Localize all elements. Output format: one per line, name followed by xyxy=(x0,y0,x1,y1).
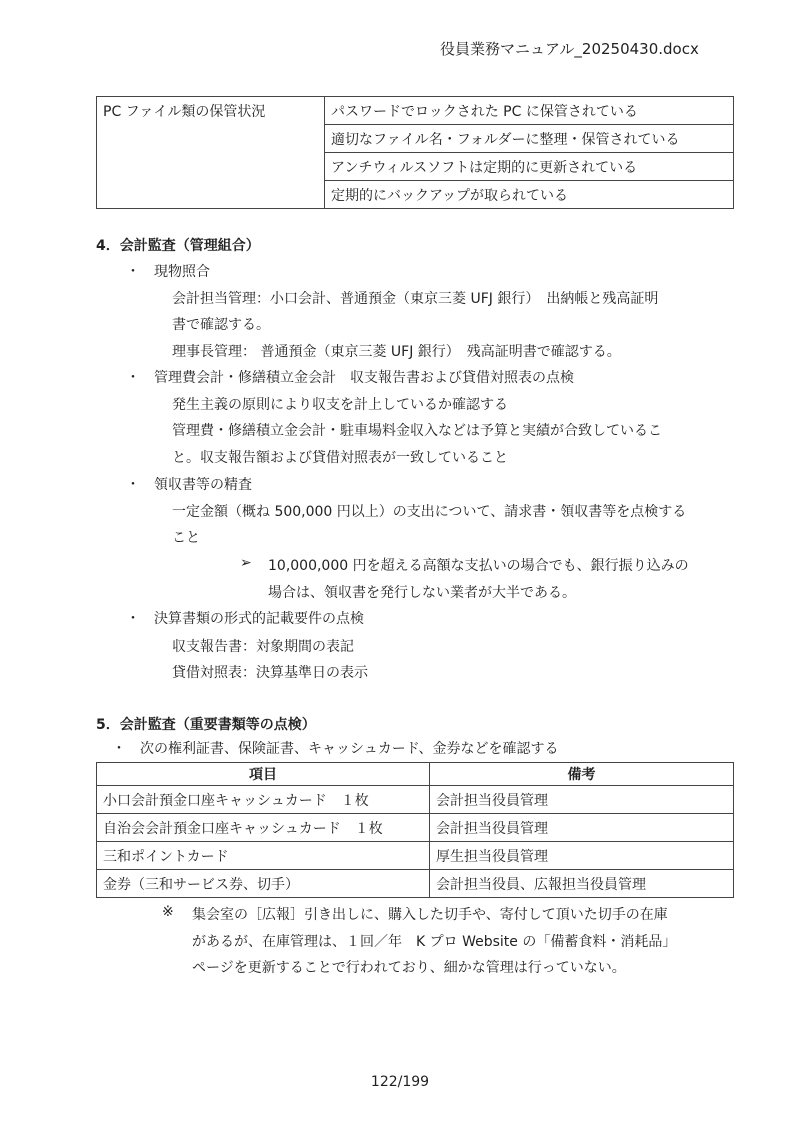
text-line: 発生主義の原則により収支を計上しているか確認する xyxy=(172,397,508,413)
table-cell: 厚生担当役員管理 xyxy=(430,842,734,870)
note-line: 集会室の［広報］引き出しに、購入した切手や、寄付して頂いた切手の在庫 xyxy=(192,907,668,923)
section5-bullet: ・ 次の権利証書、保険証書、キャッシュカード、金券などを確認する xyxy=(112,741,559,757)
section4-bullet-management-accounting: ・ 管理費会計・修繕積立金会計 収支報告書および貸借対照表の点検 xyxy=(126,370,574,386)
table-cell: 三和ポイントカード xyxy=(97,842,430,870)
text-line: 理事長管理： 普通預金（東京三菱 UFJ 銀行） 残高証明書で確認する。 xyxy=(172,344,621,360)
table-cell: 小口会計預金口座キャッシュカード １枚 xyxy=(97,786,430,814)
table-header-row xyxy=(97,763,734,786)
pc-file-storage-table xyxy=(96,96,734,209)
text-line: と。収支報告額および貸借対照表が一致していること xyxy=(172,450,508,466)
text-line: 会計担当管理：小口会計、普通預金（東京三菱 UFJ 銀行） 出納帳と残高証明 xyxy=(172,291,659,307)
section4-bullet-physical-check: ・ 現物照合 xyxy=(126,264,210,280)
note-mark-icon: ※ xyxy=(162,904,174,920)
column-header-remarks: 備考 xyxy=(430,763,734,786)
column-header-item: 項目 xyxy=(97,763,430,786)
text-line: こと xyxy=(172,530,200,546)
table-row xyxy=(97,786,734,814)
pc-table-item: パスワードでロックされた PC に保管されている xyxy=(325,97,734,125)
table-cell: 金券（三和サービス券、切手） xyxy=(97,870,430,898)
table-cell: 会計担当役員管理 xyxy=(430,814,734,842)
section4-bullet-receipts: ・ 領収書等の精査 xyxy=(126,477,252,493)
text-line: 一定金額（概ね 500,000 円以上）の支出について、請求書・領収書等を点検する xyxy=(172,504,687,520)
table-cell: 会計担当役員管理 xyxy=(430,786,734,814)
text-line: 場合は、領収書を発行しない業者が大半である。 xyxy=(268,585,576,601)
text-line: 10,000,000 円を超える高額な支払いの場合でも、銀行振り込みの xyxy=(268,558,689,574)
section4-bullet-statements: ・ 決算書類の形式的記載要件の点検 xyxy=(126,611,364,627)
table-row xyxy=(97,97,734,125)
table-row xyxy=(97,842,734,870)
arrow-bullet-icon: ➢ xyxy=(240,555,252,571)
table-row xyxy=(97,870,734,898)
text-line: 収支報告書：対象期間の表記 xyxy=(172,639,354,655)
section4-heading: 4．会計監査（管理組合） xyxy=(96,238,260,254)
table-row xyxy=(97,814,734,842)
page-number: 122/199 xyxy=(370,1074,430,1090)
pc-table-item: 定期的にバックアップが取られている xyxy=(325,181,734,209)
note-line: ページを更新することで行われており、細かな管理は行っていない。 xyxy=(192,960,626,976)
important-documents-table xyxy=(96,762,734,898)
text-line: 貸借対照表：決算基準日の表示 xyxy=(172,665,368,681)
table-cell: 自治会会計預金口座キャッシュカード １枚 xyxy=(97,814,430,842)
table-cell: 会計担当役員、広報担当役員管理 xyxy=(430,870,734,898)
text-line: 管理費・修繕積立金会計・駐車場料金収入などは予算と実績が合致しているこ xyxy=(172,423,662,439)
pc-table-label: PC ファイル類の保管状況 xyxy=(97,97,325,209)
pc-table-item: 適切なファイル名・フォルダーに整理・保管されている xyxy=(325,125,734,153)
document-filename: 役員業務マニュアル_20250430.docx xyxy=(440,40,699,58)
text-line: 書で確認する。 xyxy=(172,317,270,333)
section5-heading: 5．会計監査（重要書類等の点検） xyxy=(96,717,316,733)
note-line: があるが、在庫管理は、１回／年 K プロ Website の「備蓄食料・消耗品」 xyxy=(192,934,677,950)
pc-table-item: アンチウィルスソフトは定期的に更新されている xyxy=(325,153,734,181)
